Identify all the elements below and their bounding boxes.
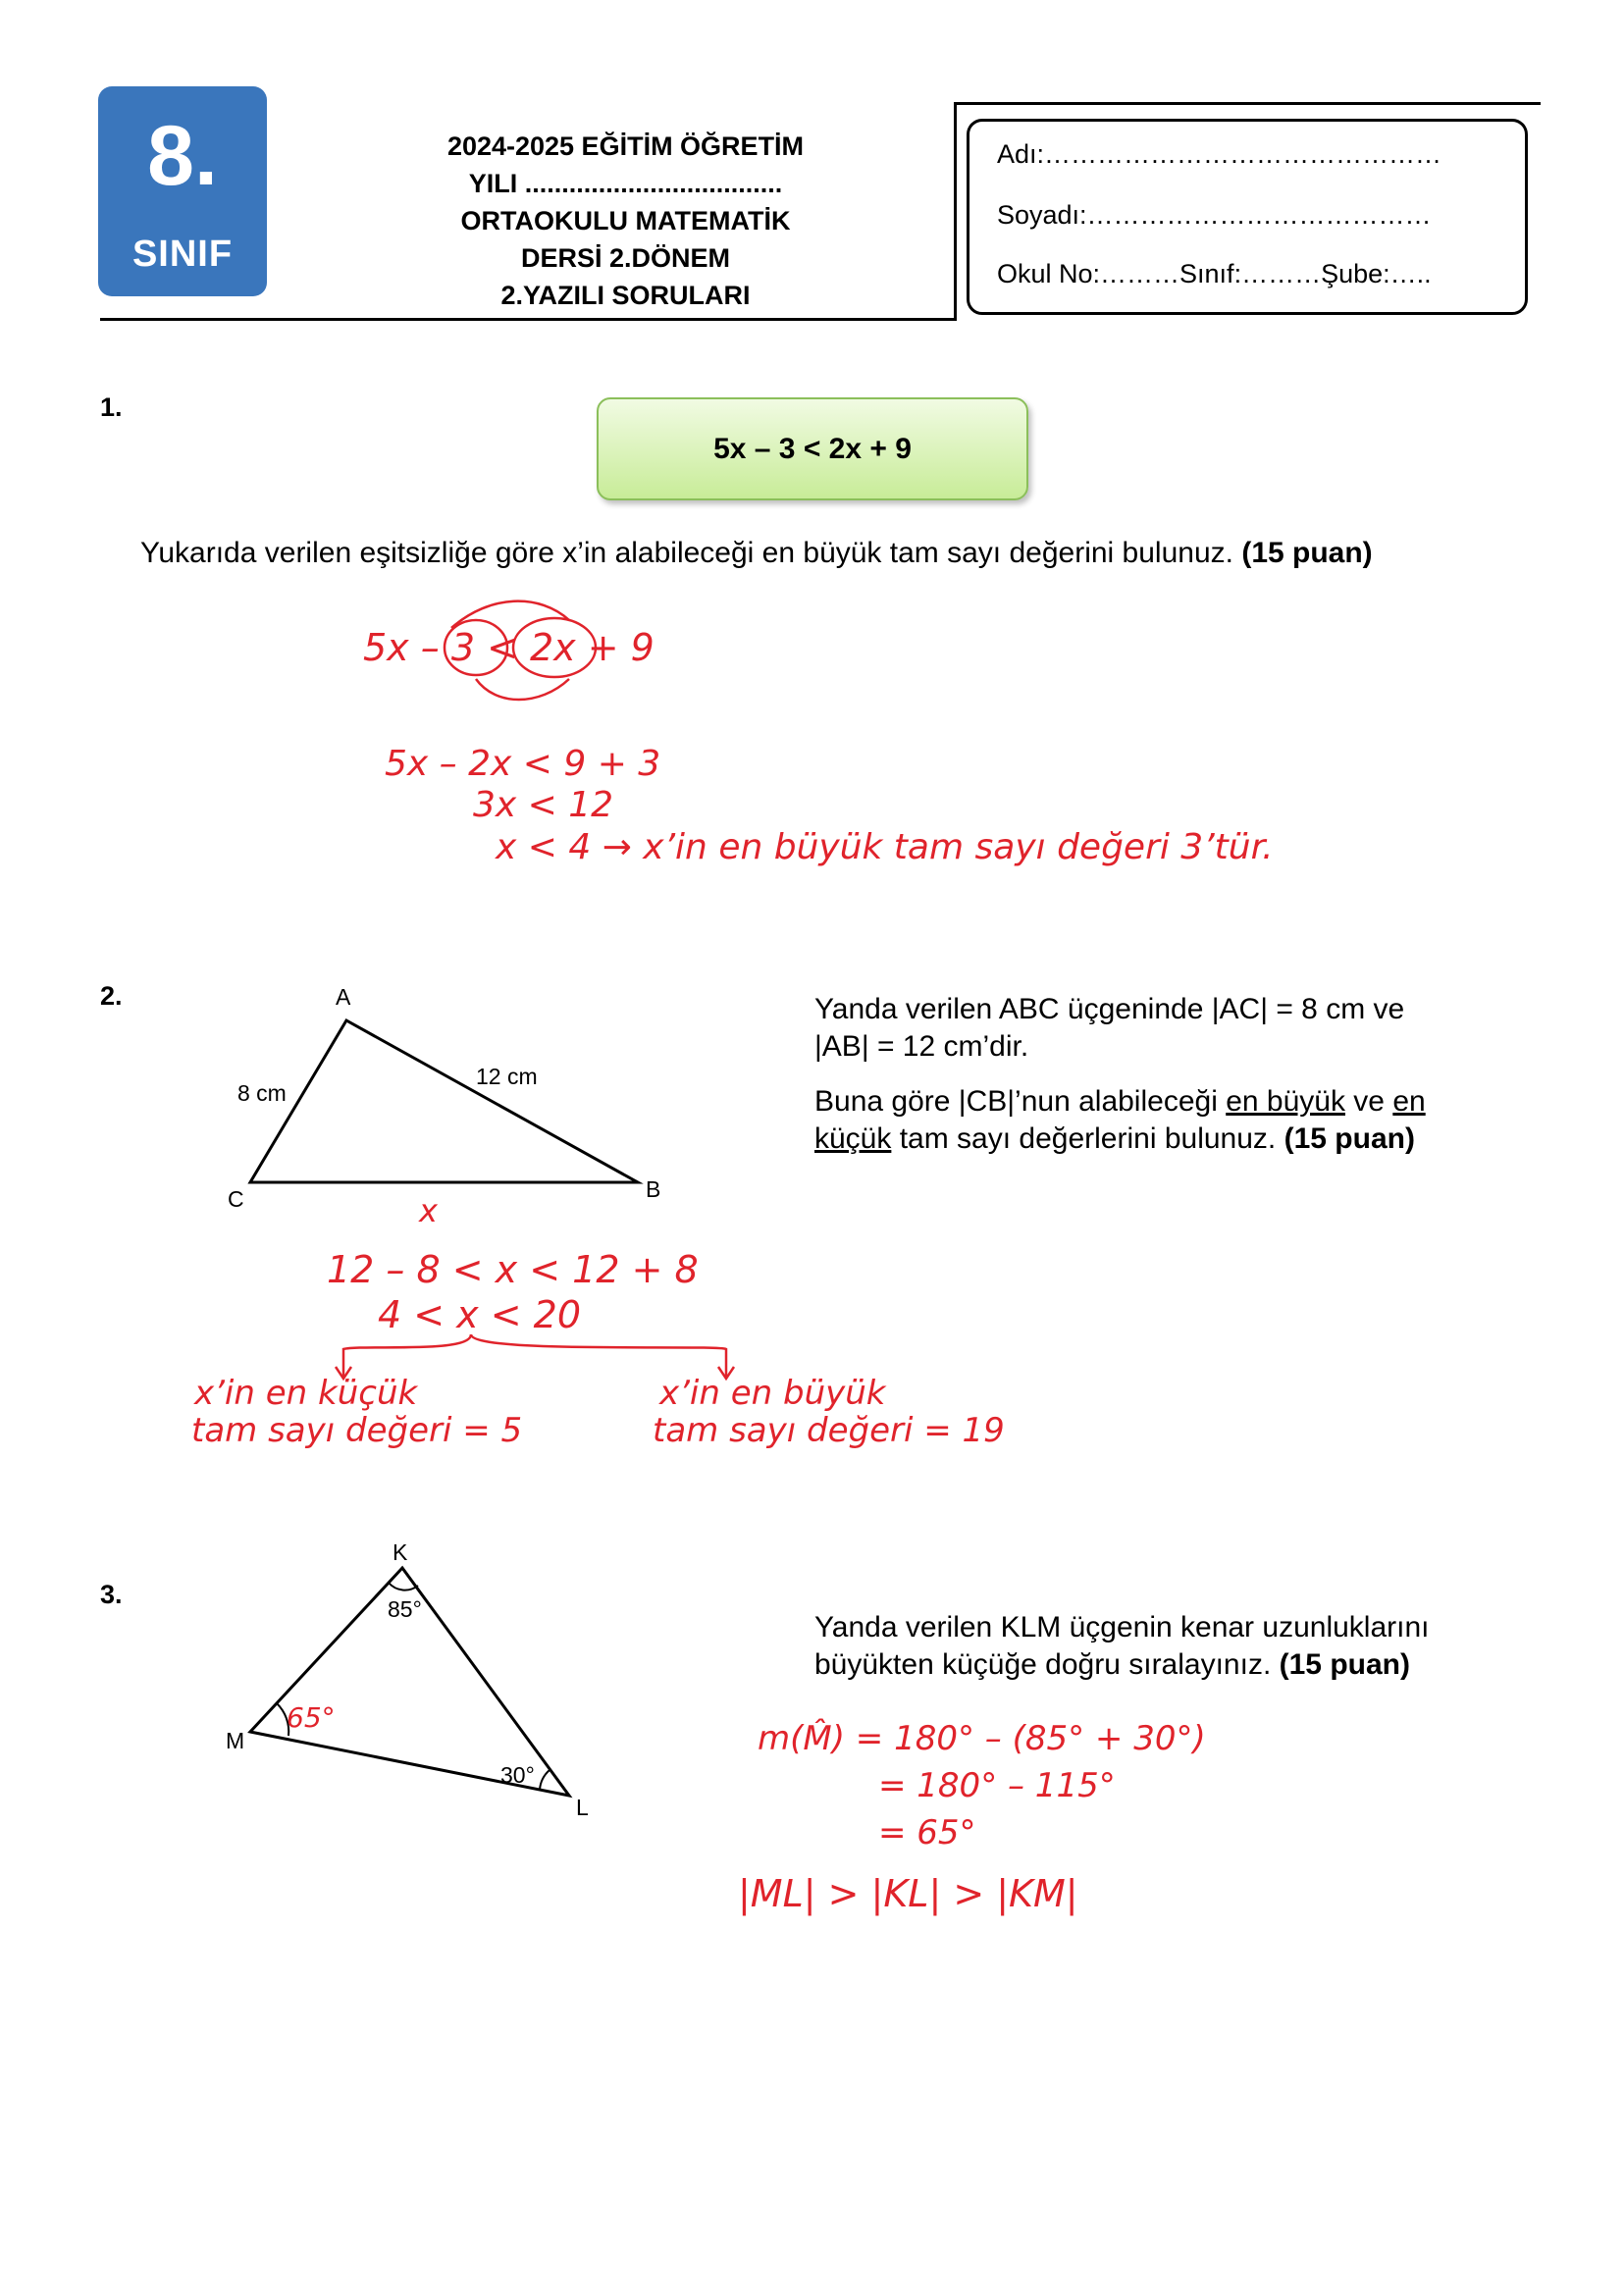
q3-question-text — [814, 1609, 1462, 1684]
header-divider-top — [954, 102, 1541, 105]
q2-hw-min2: tam sayı değeri = 5 — [191, 1411, 523, 1450]
side-ac-label: 8 cm — [237, 1080, 287, 1106]
q2-hw-line1: 12 – 8 < x < 12 + 8 — [327, 1248, 699, 1291]
q3-text-line: Yanda verilen KLM üçgenin kenar uzunluklarını — [814, 1611, 1430, 1643]
surname-field[interactable]: Soyadı:………………………………… — [997, 200, 1432, 230]
q1-hw-line3: x < 4 → x’in en büyük tam sayı değeri 3’tür. — [496, 827, 1274, 867]
q3-hw-line1: m(M̂) = 180° – (85° + 30°) — [758, 1719, 1206, 1758]
exam-title — [388, 128, 864, 314]
q2-text-part: tam sayı değerlerini bulunuz. — [891, 1122, 1277, 1155]
name-field[interactable]: Adı:……………………………………… — [997, 139, 1442, 169]
title-line: YILI ................................... — [468, 169, 783, 198]
grade-number: 8. — [147, 109, 218, 203]
q1-hw-line1: 5x – 2x < 9 + 3 — [385, 744, 661, 784]
q2-hw-line2: 4 < x < 20 — [378, 1293, 582, 1336]
title-line: 2024-2025 EĞİTİM ÖĞRETİM — [446, 131, 805, 161]
q1-text: Yukarıda verilen eşitsizliğe göre x’in alabileceği en büyük tam sayı değerini bulunuz. — [140, 537, 1233, 569]
q2-text-line — [814, 1083, 1452, 1121]
q2-hw-max1: x’in en büyük — [659, 1374, 886, 1413]
q3-text-part: büyükten küçüğe doğru sıralayınız. — [814, 1648, 1272, 1681]
question-number: 2. — [100, 981, 123, 1011]
grade-badge — [98, 86, 267, 296]
vertex-c-label: C — [228, 1186, 244, 1212]
q1-hw-line0: 5x – 3 < 2x + 9 — [363, 626, 655, 669]
angle-k-label: 85° — [388, 1596, 422, 1622]
q2-hw-max2: tam sayı değeri = 19 — [653, 1411, 1005, 1450]
q2-question-text — [814, 991, 1452, 1158]
school-number-field[interactable]: Okul No:………Sınıf:………Şube:….. — [997, 259, 1432, 288]
question-number: 1. — [100, 392, 123, 422]
title-line: 2.YAZILI SORULARI — [500, 281, 751, 310]
q2-text-part: Buna göre |CB|’nun alabileceği — [814, 1085, 1227, 1118]
q1-hw-arrows — [422, 599, 677, 716]
angle-m-label: 65° — [287, 1701, 336, 1734]
q1-hw-line2: 3x < 12 — [473, 785, 614, 825]
title-line: ORTAOKULU MATEMATİK — [460, 206, 791, 235]
q2-text-underline: en büyük — [1226, 1085, 1345, 1118]
q1-expression-box — [597, 397, 1028, 500]
vertex-a-label: A — [336, 984, 351, 1010]
q2-text-line: |AB| = 12 cm’dir. — [814, 1030, 1029, 1063]
q2-text-line — [814, 1121, 1452, 1158]
q1-expression: 5x – 3 < 2x + 9 — [713, 432, 912, 465]
q2-points: (15 puan) — [1283, 1122, 1415, 1155]
side-cb-label: x — [419, 1192, 438, 1229]
q1-question-text — [140, 535, 1373, 572]
q2-triangle-figure — [216, 971, 687, 1236]
q3-hw-line2: = 180° – 115° — [878, 1766, 1116, 1805]
vertex-m-label: M — [226, 1728, 245, 1753]
student-info-box — [967, 119, 1528, 315]
q3-hw-line3: = 65° — [878, 1813, 976, 1852]
q3-triangle-figure — [216, 1531, 608, 1825]
header-divider-vertical — [954, 104, 957, 321]
side-ab-label: 12 cm — [476, 1064, 538, 1089]
q1-points: (15 puan) — [1241, 537, 1373, 569]
vertex-l-label: L — [576, 1795, 589, 1820]
q2-text-part: ve — [1344, 1085, 1393, 1118]
angle-l-label: 30° — [500, 1762, 535, 1788]
q2-text-line: Yanda verilen ABC üçgeninde |AC| = 8 cm ve — [814, 993, 1405, 1025]
q3-hw-line4: |ML| > |KL| > |KM| — [738, 1872, 1078, 1915]
q2-text-underline: en — [1392, 1085, 1426, 1118]
question-number: 3. — [100, 1580, 123, 1609]
q2-text-underline: küçük — [814, 1122, 892, 1155]
title-line: DERSİ 2.DÖNEM — [520, 243, 731, 273]
vertex-b-label: B — [646, 1176, 661, 1202]
grade-label: SINIF — [131, 234, 234, 275]
q2-hw-min1: x’in en küçük — [194, 1374, 418, 1413]
header-divider — [100, 318, 956, 321]
q3-points: (15 puan) — [1279, 1648, 1410, 1681]
vertex-k-label: K — [393, 1539, 408, 1565]
q3-text-line — [814, 1646, 1462, 1684]
